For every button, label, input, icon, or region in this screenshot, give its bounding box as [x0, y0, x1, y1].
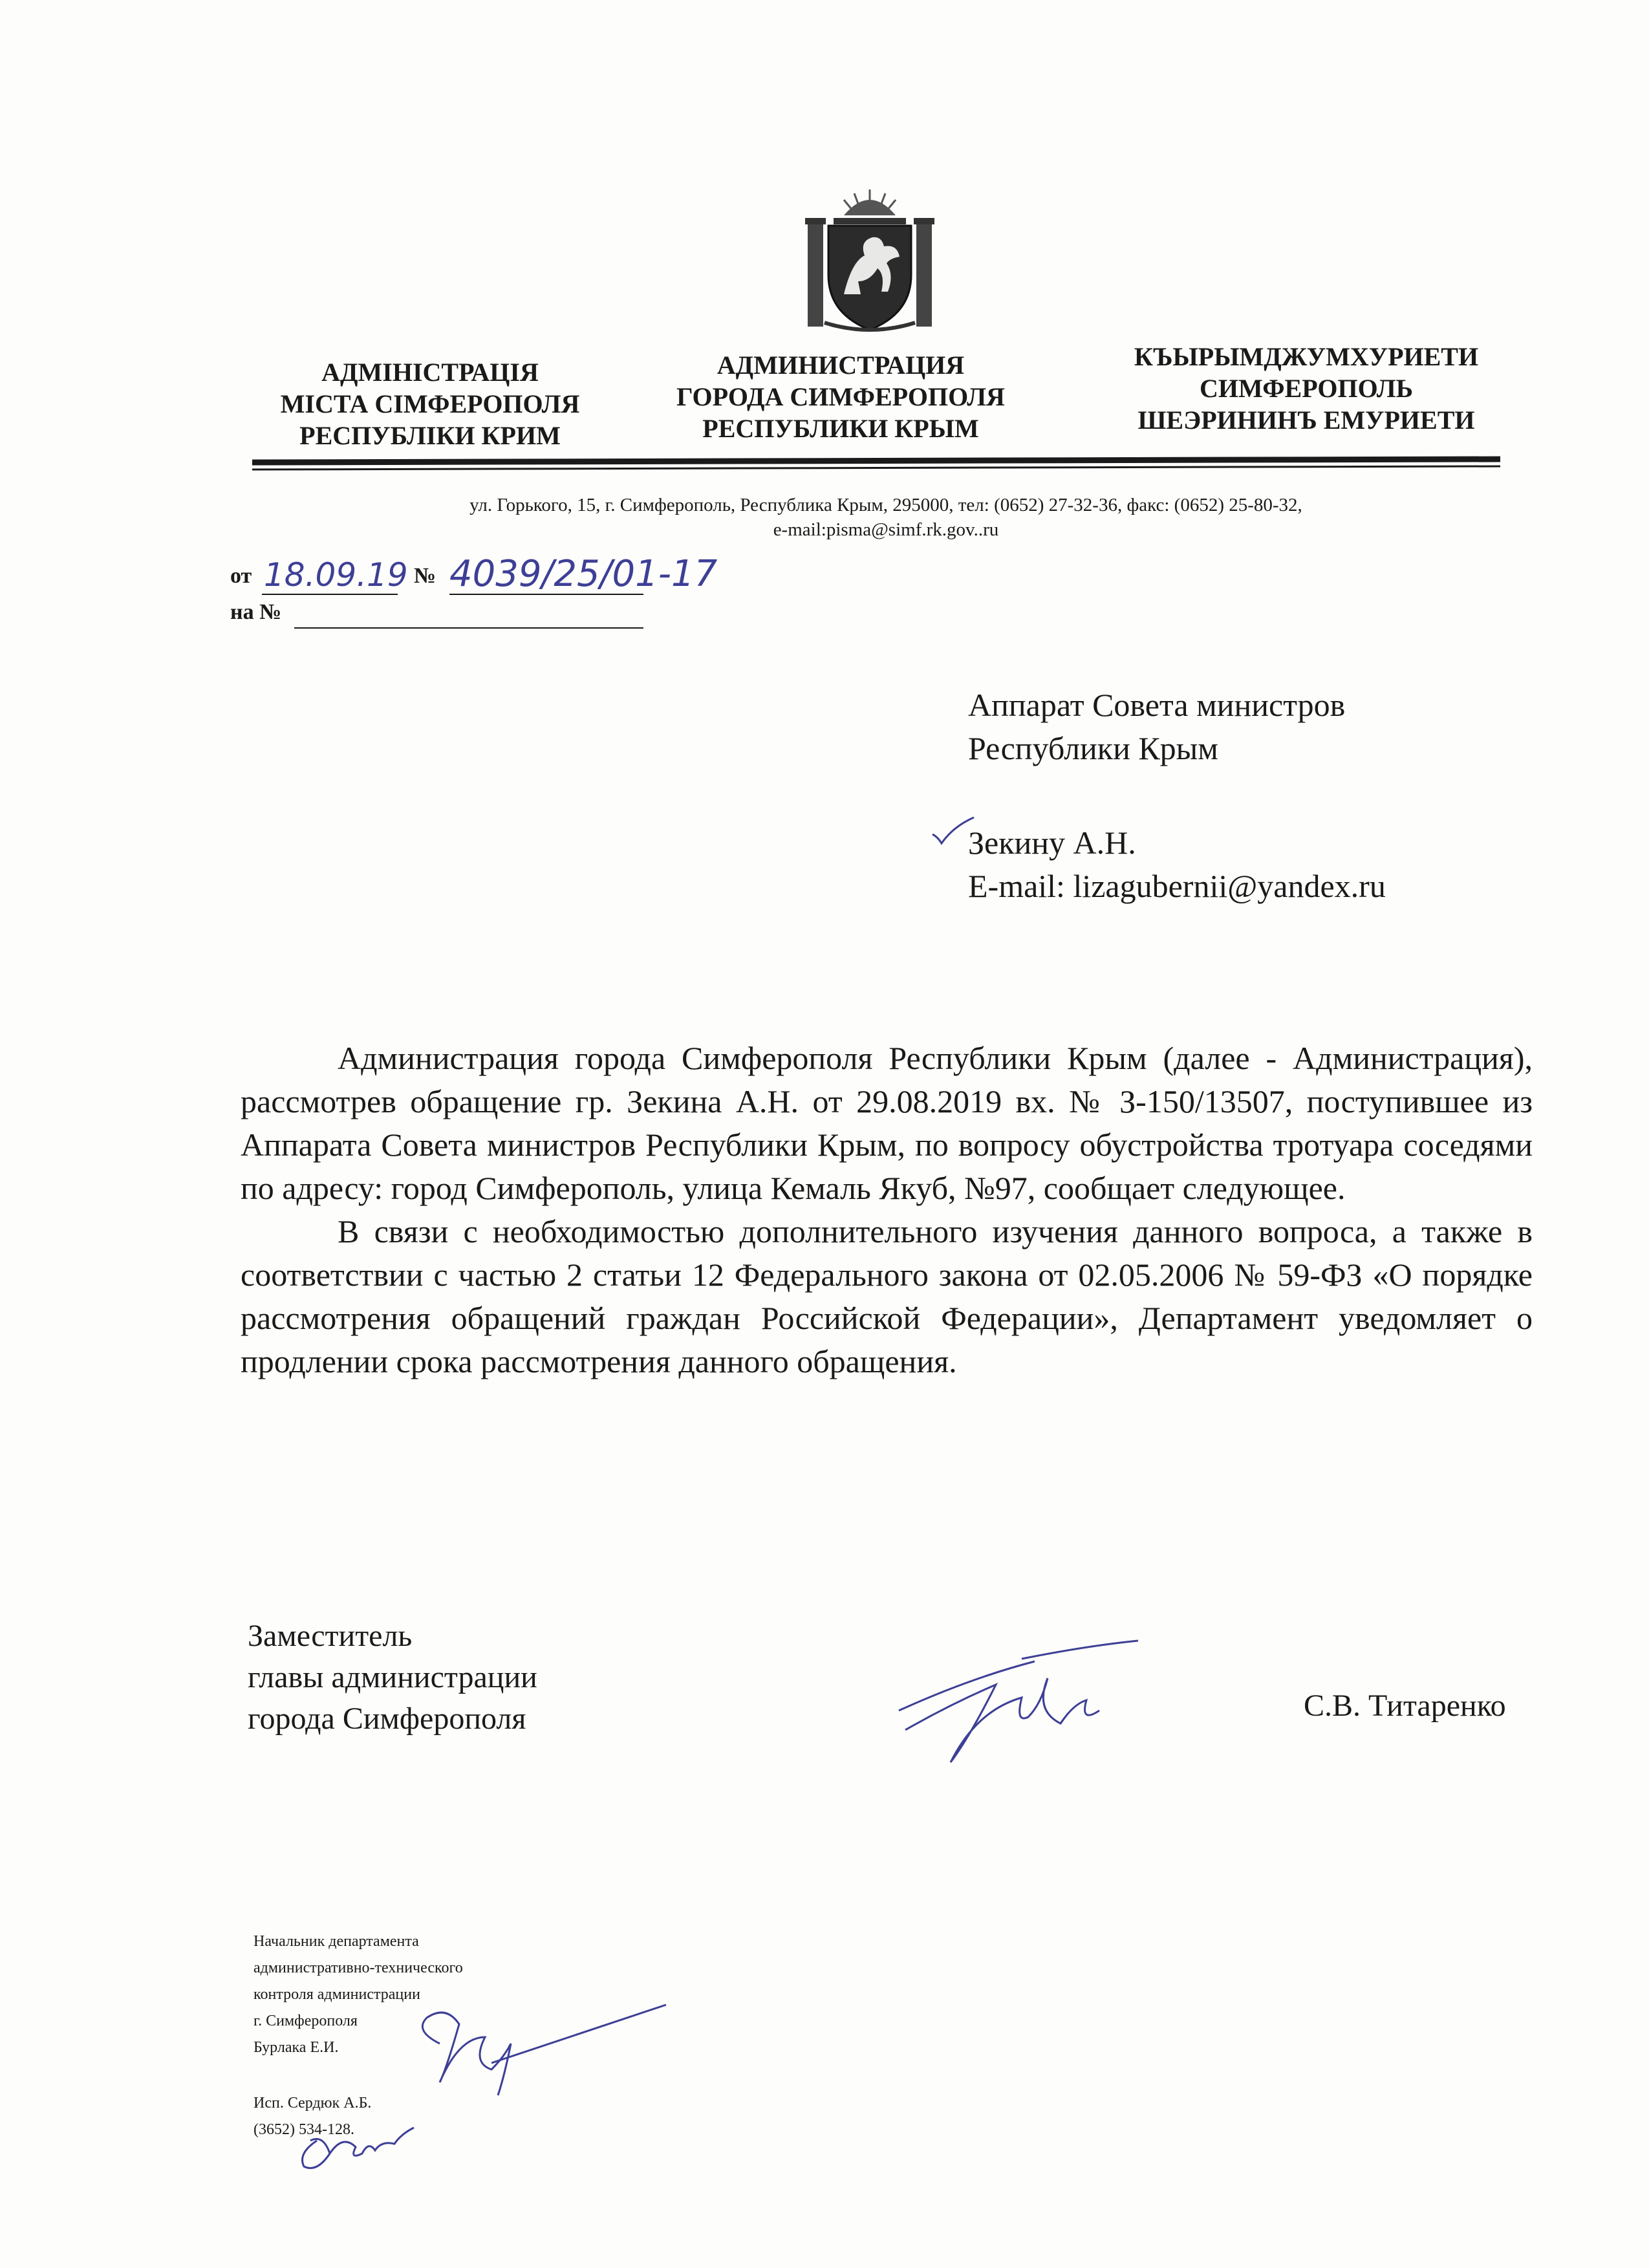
header-address: [362, 493, 1410, 542]
header-ukrainian-line3: РЕСПУБЛІКИ КРИМ: [299, 421, 561, 450]
header-ukrainian: [236, 356, 624, 451]
signatory-title-line3: города Симферополя: [248, 1701, 526, 1736]
signature-icon: [892, 1639, 1151, 1772]
header-crimean-tatar-line3: ШЕЭРИНИНЪ ЕМУРИЕТИ: [1137, 405, 1475, 435]
header-russian-line3: РЕСПУБЛИКИ КРЫМ: [702, 414, 979, 443]
signatory-title: [248, 1615, 537, 1740]
header-crimean-tatar-line2: СИМФЕРОПОЛЬ: [1199, 374, 1414, 403]
recipient-org: [968, 684, 1345, 770]
header-crimean-tatar: [1099, 341, 1513, 436]
approval-signature-icon: [401, 1998, 673, 2105]
approval-line5: Бурлака Е.И.: [253, 2039, 339, 2056]
executor-signature-icon: [291, 2115, 420, 2183]
header-russian: [647, 349, 1035, 444]
reply-label: на №: [230, 600, 282, 624]
header-ukrainian-line1: АДМІНІСТРАЦІЯ: [321, 358, 539, 387]
address-line2: e-mail:pisma@simf.rk.gov..ru: [773, 519, 999, 540]
approval-line3: контроля администрации: [253, 1986, 420, 2003]
registration-from: [230, 564, 252, 589]
approval-line2: административно-технического: [253, 1960, 463, 1976]
approval-line4: г. Симферополя: [253, 2013, 358, 2029]
letter-body: [241, 1037, 1533, 1383]
address-line1: ул. Горького, 15, г. Симферополь, Республика Крым, 295000, тел: (0652) 27-32-36, факс: (0652) 25-80-32,: [469, 495, 1302, 515]
header-rule-thin: [252, 465, 1500, 470]
body-paragraph-1: Администрация города Симферополя Республики Крым (далее - Администрация), рассмотрев обращение гр. Зекина А.Н. от 29.08.2019 вх. № З-150/13507, поступившее из Аппарата Совета министров Республики Крым, по вопросу обустройства тротуара соседями по адресу: город Симферополь, улица Кемаль Якуб, №97, сообщает следующее.: [241, 1040, 1533, 1206]
header-russian-line1: АДМИНИСТРАЦИЯ: [717, 351, 965, 380]
signatory-title-line2: главы администрации: [248, 1660, 537, 1694]
header-rule-thick: [252, 456, 1500, 465]
recipient-person-block: [968, 821, 1386, 908]
body-paragraph-2: В связи с необходимостью дополнительного изучения данного вопроса, а также в соответствии с частью 2 статьи 12 Федерального закона от 02.05.2006 № 59-ФЗ «О порядке рассмотрения обращений граждан Российской Федерации», Департамент уведомляет о продлении срока рассмотрения данного обращения.: [241, 1213, 1533, 1379]
date-underline: [262, 594, 398, 595]
signatory-title-line1: Заместитель: [248, 1619, 413, 1653]
recipient-person: Зекину А.Н.: [968, 825, 1136, 861]
from-label: от: [230, 564, 252, 588]
signatory-name: С.В. Титаренко: [1304, 1689, 1506, 1723]
crimea-coat-of-arms-icon: [805, 184, 934, 333]
registration-number: 4039/25/01-17: [449, 553, 718, 595]
approval-line1: Начальник департамента: [253, 1933, 419, 1950]
header-crimean-tatar-line1: КЪЫРЫМДЖУМХУРИЕТИ: [1134, 342, 1479, 371]
header-russian-line2: ГОРОДА СИМФЕРОПОЛЯ: [676, 382, 1005, 411]
recipient-org-line2: Республики Крым: [968, 730, 1218, 766]
recipient-org-line1: Аппарат Совета министров: [968, 687, 1346, 723]
reply-underline: [294, 627, 643, 629]
executor-line2: (3652) 534-128.: [253, 2121, 354, 2138]
executor-line1: Исп. Сердюк А.Б.: [253, 2095, 372, 2111]
recipient-email: E-mail: lizagubernii@yandex.ru: [968, 868, 1386, 904]
number-label: №: [414, 564, 436, 588]
registration-date: 18.09.19: [264, 556, 408, 594]
header-ukrainian-line2: МІСТА СІМФЕРОПОЛЯ: [280, 389, 580, 418]
